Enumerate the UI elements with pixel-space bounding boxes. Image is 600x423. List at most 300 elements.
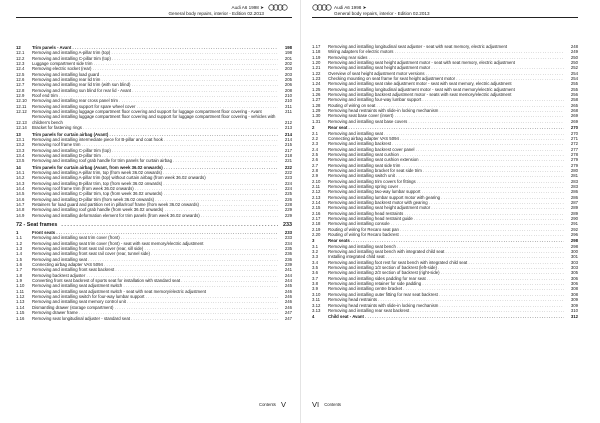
entry-page: 305: [570, 270, 578, 276]
entry-page: 215: [284, 142, 292, 148]
entry-number: 1.25: [312, 86, 321, 92]
entry-title: Removing and installing outer fitting for rear seat backrest . . .: [328, 292, 564, 297]
entry-title: Removing and installing front seat rail cover (rear, tunnel side) . . .: [32, 251, 278, 256]
entry-page: 211: [285, 109, 292, 115]
entry-number: 1.16: [16, 315, 25, 321]
entry-number: 1.19: [312, 54, 321, 60]
entry-title: Removing and installing front seat rail cover (rear, sill side) . . .: [32, 246, 278, 251]
header-model: Audi A6 1998 ➤: [231, 5, 264, 10]
entry-page: 222: [284, 164, 292, 170]
toc-entry[interactable]: [16, 158, 292, 163]
toc-section[interactable]: [312, 314, 578, 319]
entry-page: 298: [570, 238, 578, 244]
entry-page: 246: [284, 294, 292, 300]
entry-number: 1.28: [312, 102, 321, 108]
entry-title: Removing roof frame trim (from week 36.02 onwards) . . .: [32, 186, 278, 191]
entry-page: 217: [284, 147, 292, 153]
entry-title: Removing and installing backrest cover panel . . .: [328, 147, 564, 152]
entry-title: Routing of wiring for Recaro seat pan . . .: [328, 227, 564, 232]
entry-page: 296: [570, 232, 578, 238]
entry-page: 303: [570, 259, 578, 265]
entry-title: Connecting airbag adapter VAS 5094 . . .: [32, 262, 278, 267]
entry-title: Removing and installing sun blind for rear lid - Avant . . .: [32, 88, 278, 93]
entry-page: 211: [285, 103, 292, 109]
entry-title: Removing electric socket (rear) . . .: [32, 66, 278, 71]
entry-number: 1.8: [16, 272, 22, 278]
entry-page: 222: [284, 169, 292, 175]
entry-page: 300: [570, 249, 578, 255]
toc-entry[interactable]: [312, 308, 578, 313]
entry-number: 12.5: [16, 71, 25, 77]
entry-title: Removing and installing 1/3 section of backrest (left-side) . . .: [328, 265, 564, 270]
entry-number: 1.22: [312, 70, 321, 76]
entry-title: Removing and installing roof grab handle (from week 36.02 onwards) . . .: [32, 207, 278, 212]
entry-number: 14.1: [16, 169, 25, 175]
header-subtitle: General body repairs, interior - Edition 02.2013: [334, 11, 430, 16]
entry-title: Rear seat . . .: [328, 125, 564, 130]
entry-number: 14.7: [16, 201, 25, 207]
entry-title: Removing and installing D-pillar trim . . .: [32, 153, 278, 158]
entry-number: 2.3: [312, 141, 318, 147]
entry-title: Removing and installing A-pillar trim (top) . . .: [32, 50, 278, 55]
entry-number: 13.1: [16, 136, 25, 142]
entry-title: Removing and installing switch for four-way lumbar support . . .: [32, 294, 278, 299]
entry-number: 2.15: [312, 205, 321, 211]
entry-page: 247: [284, 310, 292, 316]
entry-title: [61, 221, 278, 229]
entry-title: Removing and installing B-pillar trim, top (from week 36.02 onwards) . . .: [32, 181, 278, 186]
entry-number: 3.5: [312, 265, 318, 271]
entry-page: 198: [284, 45, 292, 50]
entry-number: 1.21: [312, 65, 321, 71]
entry-number: 12.6: [16, 77, 25, 83]
entry-title: Removing and installing retainer for side padding . . .: [328, 281, 564, 286]
entry-title: Removing and installing 2/3 section of backrest (right-side) . . .: [328, 270, 564, 275]
entry-page: 218: [284, 152, 292, 158]
entry-number: 4: [312, 314, 315, 320]
entry-page: 289: [570, 205, 578, 211]
entry-title: Removing and installing C-pillar trim, top (from week 36.02 onwards) . . .: [32, 191, 278, 196]
entry-page: 308: [570, 291, 578, 297]
entry-number: 1.15: [16, 310, 25, 316]
toc-entry[interactable]: [16, 114, 292, 125]
entry-number: 2.20: [312, 232, 321, 238]
entry-page: 278: [570, 151, 578, 157]
entry-page: 272: [570, 141, 578, 147]
entry-page: 250: [570, 54, 578, 60]
entry-number: 1.20: [312, 60, 321, 66]
entry-page: 233: [284, 235, 292, 241]
entry-number: 2.13: [312, 194, 321, 200]
entry-page: 286: [570, 189, 578, 195]
entry-title: Removing backrest adjuster . . .: [32, 273, 278, 278]
entry-page: 235: [284, 246, 292, 252]
entry-number: 13.5: [16, 158, 25, 164]
entry-title: Removing and installing seat side trim . . .: [328, 163, 564, 168]
toc-chapter[interactable]: [16, 221, 292, 229]
entry-number: 2.10: [312, 178, 321, 184]
entry-page: 270: [570, 130, 578, 136]
entry-page: 229: [284, 212, 292, 218]
entry-title: Removing and installing C-pillar trim (top) . . .: [32, 56, 278, 61]
entry-page: 277: [570, 146, 578, 152]
entry-page: 298: [570, 243, 578, 249]
entry-number: 1.9: [16, 278, 22, 284]
entry-page: 202: [284, 61, 292, 67]
entry-page: 224: [284, 180, 292, 186]
entry-title: Removing head restraints . . .: [328, 297, 564, 302]
entry-number: 1.29: [312, 108, 321, 114]
entry-title: Removing and installing rear lid trim . . .: [32, 77, 278, 82]
entry-page: 252: [570, 65, 578, 71]
toc-entry[interactable]: [16, 316, 292, 321]
entry-title: Roof end trim . . .: [32, 93, 278, 98]
entry-title: Removing and installing head restraints . . .: [328, 211, 564, 216]
entry-number: 12.4: [16, 66, 25, 72]
entry-title: Overview of seat height adjustment motor versions . . .: [328, 71, 564, 76]
entry-number: 1.13: [16, 299, 25, 305]
entry-page: 306: [570, 275, 578, 281]
entry-number: 3.12: [312, 302, 321, 308]
entry-number: 13.2: [16, 142, 25, 148]
entry-number: 1.24: [312, 81, 321, 87]
entry-page: 206: [284, 82, 292, 88]
entry-page: 246: [284, 304, 292, 310]
entry-page: 271: [570, 135, 578, 141]
entry-title: Removing roof frame trim . . .: [32, 142, 278, 147]
entry-title: Removing and installing seat rake adjustment motor - seat with seat memory, electric adjustment: [328, 81, 512, 87]
entry-number: 1.31: [312, 118, 321, 124]
entry-number: 13.4: [16, 152, 25, 158]
entry-page: 236: [284, 251, 292, 257]
entry-page: 279: [570, 162, 578, 168]
audi-rings-logo: [312, 4, 332, 11]
entry-title: Removing and installing seat height adjustment motor . . .: [328, 205, 564, 210]
entry-page: 306: [570, 281, 578, 287]
entry-title: Removing drawer frame . . .: [32, 310, 278, 315]
entry-number: 2.11: [312, 183, 321, 189]
entry-title: Routing of wiring on seat . . .: [328, 103, 564, 108]
entry-title: Removing and installing deformation element for trim panels (from week 36.02 onwards) . . .: [32, 213, 278, 218]
entry-page: 208: [284, 87, 292, 93]
entry-number: 12.13: [16, 119, 27, 125]
entry-page: 289: [570, 210, 578, 216]
page-header: [16, 0, 292, 40]
entry-title: Removing and installing switch unit . . .: [328, 173, 564, 178]
entry-title: Removing head restraints with slide-in locking mechanism . . .: [328, 108, 564, 113]
entry-title: Removing and installing longitudinal adjustment motor - seat with seat memory/electric adjustment: [328, 86, 515, 92]
entry-title: Removing and installing seat adjustment switch . . .: [32, 283, 278, 288]
entry-title: Checking mounting on seat frame for seat height adjustment motor . . .: [328, 76, 564, 81]
entry-page: 236: [284, 256, 292, 262]
entry-title: Removing and installing rear lid trim (with sun blind) . . .: [32, 82, 278, 87]
entry-page: 269: [570, 113, 578, 119]
entry-page: 246: [284, 288, 292, 294]
entry-page: 256: [570, 92, 578, 98]
entry-title: Removing and installing console . . .: [328, 221, 564, 226]
entry-page: 303: [570, 265, 578, 271]
entry-number: 3.2: [312, 249, 318, 255]
entry-title: Wiring adapters for electric motors . . .: [328, 49, 564, 54]
entry-page: 281: [570, 173, 578, 179]
entry-number: 13.3: [16, 147, 25, 153]
entry-title: Removing and installing four-way lumbar support . . .: [328, 97, 564, 102]
entry-number: 3: [312, 238, 315, 244]
entry-page: 255: [570, 86, 578, 92]
entry-number: 14.6: [16, 196, 25, 202]
entry-page: 210: [284, 93, 292, 99]
entry-number: 1.17: [312, 44, 321, 49]
entry-page: 283: [570, 178, 578, 184]
entry-number: 2.7: [312, 162, 318, 168]
entry-page: 280: [570, 167, 578, 173]
entry-number: 2.8: [312, 167, 318, 173]
entry-title: Removing and installing luggage compartment floor covering and support for luggage compartment floor covering - vehicles with children's bench: [32, 114, 276, 125]
entry-title: Removing and installing backrest motor with gearing . . .: [328, 200, 564, 205]
entry-page: 224: [284, 185, 292, 191]
entry-title: Removing and installing seat height adjustment motor . . .: [328, 65, 564, 70]
entry-page: 205: [284, 77, 292, 83]
entry-title: Rear seats . . .: [328, 238, 564, 243]
page-footer: [312, 400, 341, 409]
header-text: [334, 5, 430, 17]
entry-page: 258: [570, 97, 578, 103]
entry-title: Removing and installing seat cushion extension . . .: [328, 157, 564, 162]
entry-title: Removing and installing backrest adjustment motor - seats with seat memory/electric adjustment: [328, 92, 512, 98]
entry-title: Removing and installing front seat backrest . . .: [32, 267, 278, 272]
entry-number: 1.18: [312, 49, 321, 55]
entry-page: 223: [284, 175, 292, 181]
header-model: Audi A6 1998 ➤: [334, 5, 367, 10]
entry-page: 308: [570, 286, 578, 292]
entry-page: 309: [570, 302, 578, 308]
entry-page: 255: [570, 81, 578, 87]
entry-title: Removing and installing seat bench . . .: [328, 244, 564, 249]
entry-title: Removing and installing seat . . .: [32, 257, 278, 262]
entry-page: 245: [284, 283, 292, 289]
entry-number: 2: [312, 125, 315, 131]
entry-title: Removing and installing rear seat backrest . . .: [328, 308, 564, 313]
entry-title: Bracket for fastening rings . . .: [32, 125, 278, 130]
page-number: VI: [312, 400, 320, 409]
entry-number: 14.3: [16, 180, 25, 186]
entry-number: 3.10: [312, 291, 321, 297]
entry-page: 214: [284, 136, 292, 142]
right-page: [300, 0, 600, 423]
entry-title: Removing rear sides . . .: [328, 55, 564, 60]
entry-title: Removing and installing sides padding for rear seat . . .: [328, 276, 564, 281]
entry-page: 239: [284, 262, 292, 268]
entry-title: Removing and installing seat adjustment switch - seat with seat memory/electric adjustment: [32, 288, 207, 294]
entry-title: Removing and installing luggage compartment floor covering and support for luggage compartment floor covering - Avant: [32, 109, 262, 115]
entry-page: 226: [284, 196, 292, 202]
entry-page: 254: [570, 76, 578, 82]
entry-title: Removing seat base cover (insert) . . .: [328, 113, 564, 118]
entry-page: 214: [284, 131, 292, 137]
entry-title: Installing integrated child seat . . .: [328, 254, 564, 259]
entry-title: Removing and installing seat trim cover (front) . . .: [32, 235, 278, 240]
entry-page: 248: [570, 44, 578, 49]
entry-page: 247: [284, 315, 292, 321]
entry-number: 12.14: [16, 125, 27, 131]
entry-page: 286: [570, 194, 578, 200]
entry-number: 1.3: [16, 246, 22, 252]
entry-title: Removing and installing A-pillar trim (top) without curtain airbag (from week 36.02 onwards): [32, 175, 206, 181]
entry-number: 1.2: [16, 240, 22, 246]
entry-number: 14.8: [16, 207, 25, 213]
entry-title: Removing and installing bracket for seat side trim . . .: [328, 168, 564, 173]
entry-title: Routing of wiring for Recaro backrest . . .: [328, 232, 564, 237]
entry-number: 1.14: [16, 304, 25, 310]
entry-title: Removing and installing seat bench with integrated child seat . . .: [328, 249, 564, 254]
entry-number: 1.5: [16, 256, 22, 262]
entry-title: Removing head restraints with slide-in locking mechanism . . .: [328, 303, 564, 308]
entry-title: Removing and installing lumbar support motor with gearing . . .: [328, 195, 564, 200]
entry-title: Removing and installing seat height adjustment motor - seat with seat memory, electric adjustment: [328, 60, 515, 66]
entry-page: 269: [570, 118, 578, 124]
entry-number: 1.12: [16, 294, 25, 300]
entry-number: 1.1: [16, 235, 22, 241]
entry-page: 203: [284, 66, 292, 72]
toc-entry[interactable]: [16, 213, 292, 218]
entry-page: 213: [284, 125, 292, 131]
entry-title: Child seat - Avant . . .: [328, 314, 564, 319]
entry-number: 3.1: [312, 243, 318, 249]
entry-page: 254: [570, 70, 578, 76]
entry-number: 14.5: [16, 191, 25, 197]
header-rule: [312, 17, 578, 18]
entry-title: Connecting airbag adapter VAS 5094 . . .: [328, 136, 564, 141]
entry-page: 233: [284, 230, 292, 235]
entry-title: Removing and installing seat memory control unit . . .: [32, 299, 278, 304]
footer-label: Contents: [259, 402, 276, 407]
entry-number: 2.6: [312, 157, 318, 163]
entry-page: 310: [570, 307, 578, 313]
entry-number: 2.19: [312, 226, 321, 232]
page-header: [312, 0, 578, 40]
entry-number: 12.9: [16, 93, 25, 99]
entry-title: Front seats . . .: [32, 230, 278, 235]
entry-page: 233: [283, 222, 292, 228]
entry-number: 12.3: [16, 61, 25, 67]
entry-number: 14.9: [16, 212, 25, 218]
page-number: V: [280, 400, 286, 409]
entry-title: Removing seat longitudinal adjuster - standard seat . . .: [32, 316, 278, 321]
entry-page: 221: [284, 158, 292, 164]
entry-page: 229: [284, 207, 292, 213]
entry-title: Removing and installing centre bracket . . .: [328, 286, 564, 291]
header-rule: [16, 17, 292, 18]
entry-number: 1.7: [16, 267, 22, 273]
entry-title: Removing and installing intermediate piece for B-pillar and coat hook . . .: [32, 137, 278, 142]
entry-number: 2.9: [312, 173, 318, 179]
entry-title: Removing and installing spring cover . . .: [328, 184, 564, 189]
entry-page: 249: [570, 49, 578, 55]
entry-title: Removing and installing seat base covers . . .: [328, 119, 564, 124]
entry-number: 12.1: [16, 50, 25, 56]
entry-title: Removing and installing load guard . . .: [32, 72, 278, 77]
entry-number: 14: [16, 164, 21, 170]
entry-page: 270: [570, 125, 578, 131]
entry-title: Trim panels for curtain airbag (Avant, from week 36.02 onwards) . . .: [32, 165, 278, 170]
header-subtitle: General body repairs, interior - Edition 02.2013: [168, 11, 264, 16]
entry-number: 1.11: [16, 288, 25, 294]
entry-title: Removing and installing backrest . . .: [328, 141, 564, 146]
entry-number: 12.11: [16, 103, 27, 109]
entry-page: 301: [570, 254, 578, 260]
entry-number: 2.14: [312, 199, 321, 205]
entry-title: Removing and installing rear cross panel trim . . .: [32, 98, 278, 103]
entry-number: 12.7: [16, 82, 25, 88]
entry-page: 201: [284, 55, 292, 61]
entry-title: Removing and installing A-pillar trim, top (from week 36.02 onwards) . . .: [32, 170, 278, 175]
entry-number: 12.10: [16, 98, 27, 104]
entry-title: Removing and installing C-pillar trim (top) . . .: [32, 148, 278, 153]
entry-page: 292: [570, 226, 578, 232]
entry-number: 1.27: [312, 97, 321, 103]
entry-page: 312: [570, 314, 578, 320]
footer-label: Contents: [324, 402, 342, 407]
entry-page: 225: [284, 191, 292, 197]
toc-right: [312, 44, 578, 320]
entry-number: 3.7: [312, 275, 318, 281]
entry-page: 287: [570, 199, 578, 205]
entry-number: 3.4: [312, 259, 318, 265]
entry-number: 2.1: [312, 130, 318, 136]
entry-number: 3.6: [312, 270, 318, 276]
entry-number: 3.9: [312, 286, 318, 292]
entry-number: 1.10: [16, 283, 25, 289]
entry-number: 3.11: [312, 297, 321, 303]
entry-page: 244: [284, 272, 292, 278]
entry-page: 265: [570, 102, 578, 108]
entry-number: 1: [16, 230, 19, 235]
entry-number: 72 - Seat frames: [16, 222, 58, 228]
entry-page: 228: [284, 201, 292, 207]
entry-number: 2.5: [312, 151, 318, 157]
entry-number: 13: [16, 131, 21, 137]
entry-title: Removing and installing seat cushion . . .: [328, 152, 564, 157]
toc-left: [16, 44, 292, 321]
entry-number: 1.23: [312, 76, 321, 82]
entry-number: 2.12: [312, 189, 321, 195]
entry-title: Removing and installing longitudinal seat adjuster - seat with seat memory, electric adjustment: [328, 44, 508, 49]
entry-page: 212: [284, 119, 292, 125]
entry-number: 3.8: [312, 281, 318, 287]
toc-entry[interactable]: [16, 125, 292, 130]
toc-entry[interactable]: [312, 232, 578, 237]
entry-page: 279: [570, 157, 578, 163]
entry-number: 3.3: [312, 254, 318, 260]
toc-entry[interactable]: [312, 119, 578, 124]
entry-number: 12.8: [16, 87, 25, 93]
entry-page: 250: [570, 60, 578, 66]
entry-number: 1.4: [16, 251, 22, 257]
entry-title: Removing and installing D-pillar trim (from week 36.02 onwards) . . .: [32, 197, 278, 202]
entry-title: Trim panels for curtain airbag (Avant) . . .: [32, 132, 278, 137]
entry-page: 244: [284, 278, 292, 284]
entry-number: 2.16: [312, 210, 321, 216]
entry-title: Removing and installing head restraint guide . . .: [328, 216, 564, 221]
entry-number: 2.2: [312, 135, 318, 141]
entry-number: 12: [16, 45, 21, 50]
entry-number: 2.17: [312, 216, 321, 221]
entry-number: 2.4: [312, 146, 318, 152]
header-text: [168, 5, 264, 17]
entry-title: Removing and installing seat . . .: [328, 131, 564, 136]
entry-page: 246: [284, 299, 292, 305]
entry-number: 1.30: [312, 113, 321, 119]
